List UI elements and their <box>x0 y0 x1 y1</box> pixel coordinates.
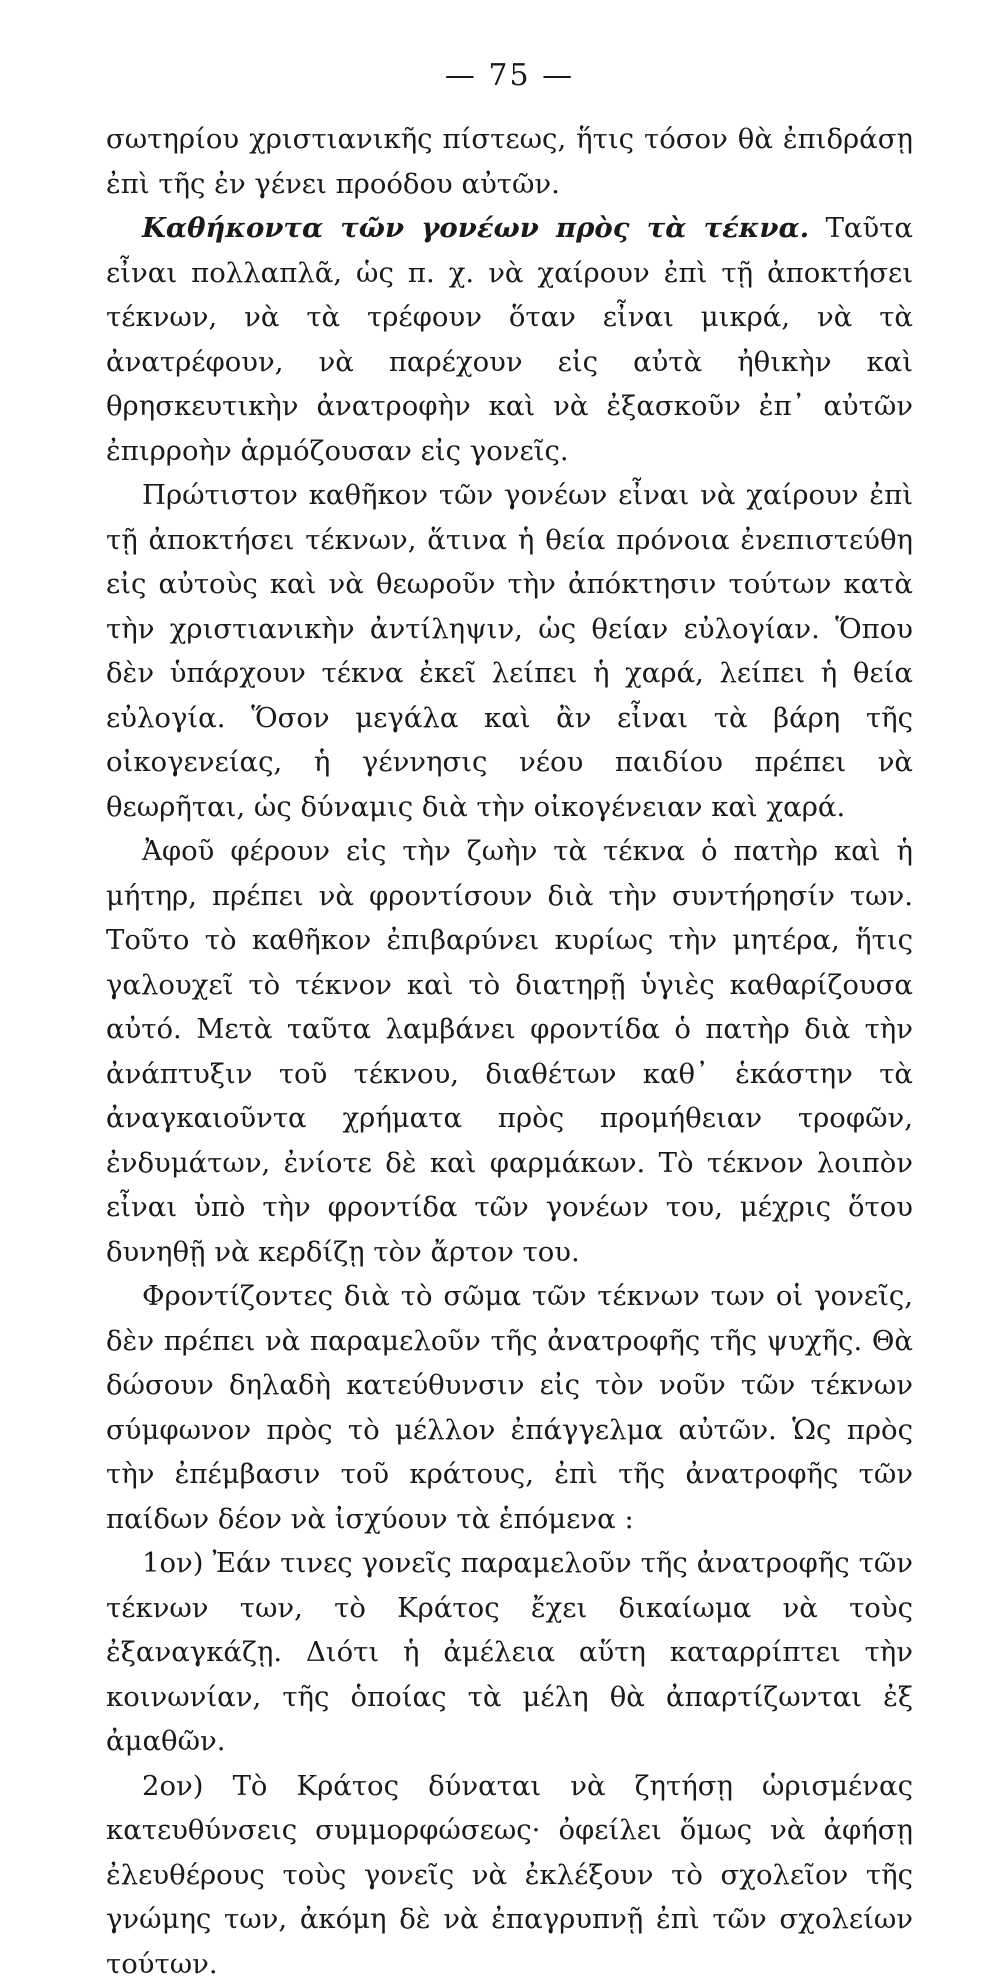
paragraph-upkeep: Ἀφοῦ φέρουν εἰς τὴν ζωὴν τὰ τέκνα ὁ πατὴρ καὶ ἡ μήτηρ, πρέπει νὰ φροντίσουν διὰ τὴν συντήρησίν των. Τοῦτο τὸ καθῆκον ἐπιβαρύνει κυρίως τὴν μητέρα, ἥτις γαλουχεῖ τὸ τέκνον καὶ τὸ διατηρῇ ὑγιὲς καθαρίζουσα αὐτό. Μετὰ ταῦτα λαμβάνει φροντίδα ὁ πατὴρ διὰ τὴν ἀνάπτυξιν τοῦ τέκνου, διαθέτων καθ᾽ ἑκάστην τὰ ἀναγκαιοῦντα χρήματα πρὸς προμήθειαν τροφῶν, ἐνδυμάτων, ἐνίοτε δὲ καὶ φαρμάκων. Τὸ τέκνον λοιπὸν εἶναι ὑπὸ τὴν φροντίδα τῶν γονέων του, μέχρις ὅτου δυνηθῇ νὰ κερδίζῃ τὸν ἄρτον του. <box>106 829 913 1274</box>
paragraph-item-2: 2ον) Τὸ Κράτος δύναται νὰ ζητήσῃ ὡρισμένας κατευθύνσεις συμμορφώσεως· ὀφείλει ὅμως νὰ ἀφήσῃ ἐλευθέρους τοὺς γονεῖς νὰ ἐκλέξουν τὸ σχολεῖον τῆς γνώμης των, ἀκόμη δὲ νὰ ἐπαγρυπνῇ ἐπὶ τῶν σχολείων τούτων. <box>106 1764 913 1986</box>
body-text <box>106 117 913 1986</box>
paragraph-duties <box>106 206 913 473</box>
paragraph-continuation: σωτηρίου χριστιανικῆς πίστεως, ἥτις τόσον θὰ ἐπιδράσῃ ἐπὶ τῆς ἐν γένει προόδου αὐτῶν. <box>106 117 913 206</box>
section-heading: Καθήκοντα τῶν γονέων πρὸς τὰ τέκνα. <box>142 212 809 244</box>
paragraph-soul-upbringing: Φροντίζοντες διὰ τὸ σῶμα τῶν τέκνων των οἱ γονεῖς, δὲν πρέπει νὰ παραμελοῦν τῆς ἀνατροφῆς τῆς ψυχῆς. Θὰ δώσουν δηλαδὴ κατεύθυνσιν εἰς τὸν νοῦν τῶν τέκνων σύμφωνον πρὸς τὸ μέλλον ἐπάγγελμα αὐτῶν. Ὡς πρὸς τὴν ἐπέμβασιν τοῦ κράτους, ἐπὶ τῆς ἀνατροφῆς τῶν παίδων δέον νὰ ἰσχύουν τὰ ἑπόμενα : <box>106 1274 913 1541</box>
paragraph-item-1: 1ον) Ἐάν τινες γονεῖς παραμελοῦν τῆς ἀνατροφῆς τῶν τέκνων των, τὸ Κράτος ἔχει δικαίωμα νὰ τοὺς ἐξαναγκάζῃ. Διότι ἡ ἀμέλεια αὕτη καταρρίπτει τὴν κοινωνίαν, τῆς ὁποίας τὰ μέλη θὰ ἀπαρτίζωνται ἐξ ἀμαθῶν. <box>106 1541 913 1764</box>
paragraph-first-duty: Πρώτιστον καθῆκον τῶν γονέων εἶναι νὰ χαίρουν ἐπὶ τῇ ἀποκτήσει τέκνων, ἅτινα ἡ θεία πρόνοια ἐνεπιστεύθη εἰς αὐτοὺς καὶ νὰ θεωροῦν τὴν ἀπόκτησιν τούτων κατὰ τὴν χριστιανικὴν ἀντίληψιν, ὡς θείαν εὐλογίαν. Ὅπου δὲν ὑπάρχουν τέκνα ἐκεῖ λείπει ἡ χαρά, λείπει ἡ θεία εὐλογία. Ὅσον μεγάλα καὶ ἂν εἶναι τὰ βάρη τῆς οἰκογενείας, ἡ γέννησις νέου παιδίου πρέπει νὰ θεωρῆται, ὡς δύναμις διὰ τὴν οἰκογένειαν καὶ χαρά. <box>106 473 913 829</box>
page-number: — 75 — <box>106 58 913 93</box>
paragraph-duties-text: Ταῦτα εἶναι πολλαπλᾶ, ὡς π. χ. νὰ χαίρουν ἐπὶ τῇ ἀποκτήσει τέκνων, νὰ τὰ τρέφουν ὅταν εἶναι μικρά, νὰ τὰ ἀνατρέφουν, νὰ παρέχουν εἰς αὐτὰ ἠθικὴν καὶ θρησκευτικὴν ἀνατροφὴν καὶ νὰ ἐξασκοῦν ἐπ᾽ αὐτῶν ἐπιρροὴν ἁρμόζουσαν εἰς γονεῖς. <box>106 212 913 467</box>
